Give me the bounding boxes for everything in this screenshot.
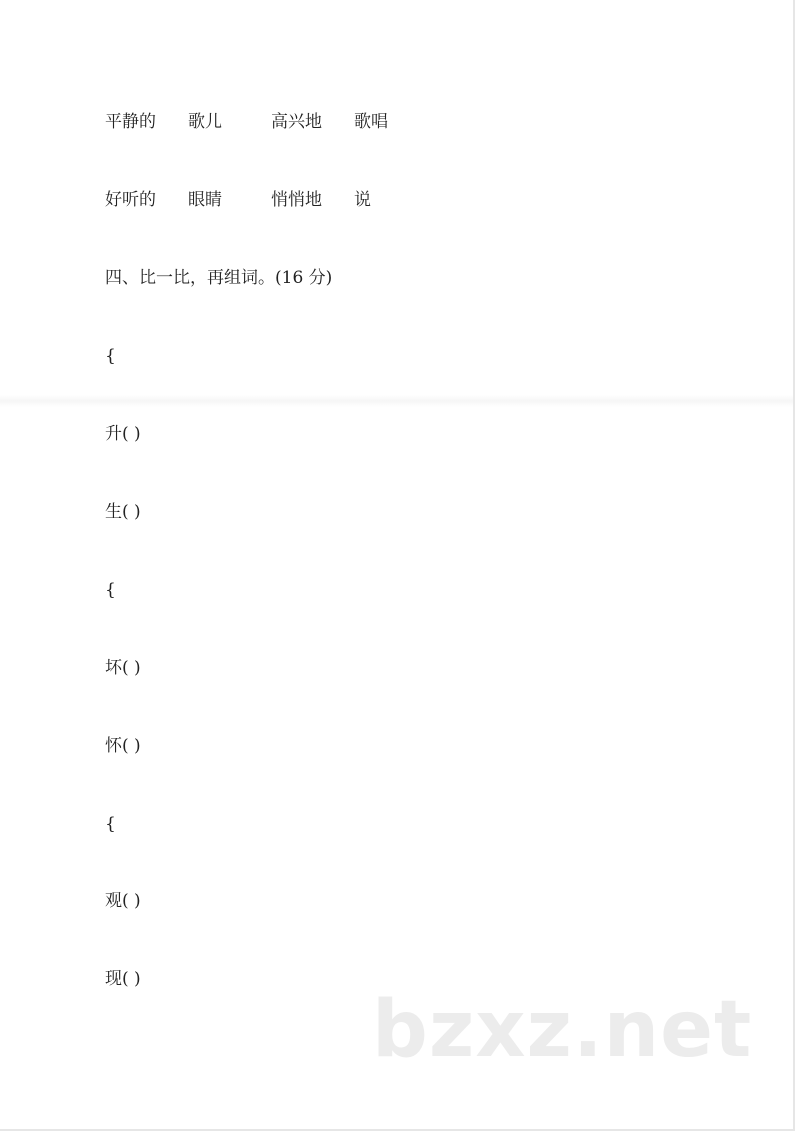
word-match-row-2 xyxy=(105,189,425,211)
compare-item-huai2: 怀( ) xyxy=(105,736,141,756)
site-watermark: bzxz.net xyxy=(372,985,753,1075)
word-adjective: 平静的 xyxy=(105,112,156,132)
compare-item-sheng2: 生( ) xyxy=(105,502,141,522)
compare-item-xian: 现( ) xyxy=(105,969,141,989)
word-noun: 眼睛 xyxy=(188,190,222,210)
brace-group-2: { xyxy=(105,580,116,600)
section-4-title: 四、比一比，再组词。(16 分) xyxy=(105,268,333,288)
word-adverb: 高兴地 xyxy=(271,112,322,132)
word-verb: 说 xyxy=(354,190,371,210)
compare-item-huai1: 坏( ) xyxy=(105,658,141,678)
word-adjective: 好听的 xyxy=(105,190,156,210)
compare-item-sheng1: 升( ) xyxy=(105,424,141,444)
brace-group-1: { xyxy=(105,346,116,366)
brace-group-3: { xyxy=(105,814,116,834)
word-verb: 歌唱 xyxy=(354,112,388,132)
compare-item-guan: 观( ) xyxy=(105,891,141,911)
page-divider-band xyxy=(0,395,793,407)
word-adverb: 悄悄地 xyxy=(271,190,322,210)
word-match-row-1 xyxy=(105,111,425,133)
word-noun: 歌儿 xyxy=(188,112,222,132)
